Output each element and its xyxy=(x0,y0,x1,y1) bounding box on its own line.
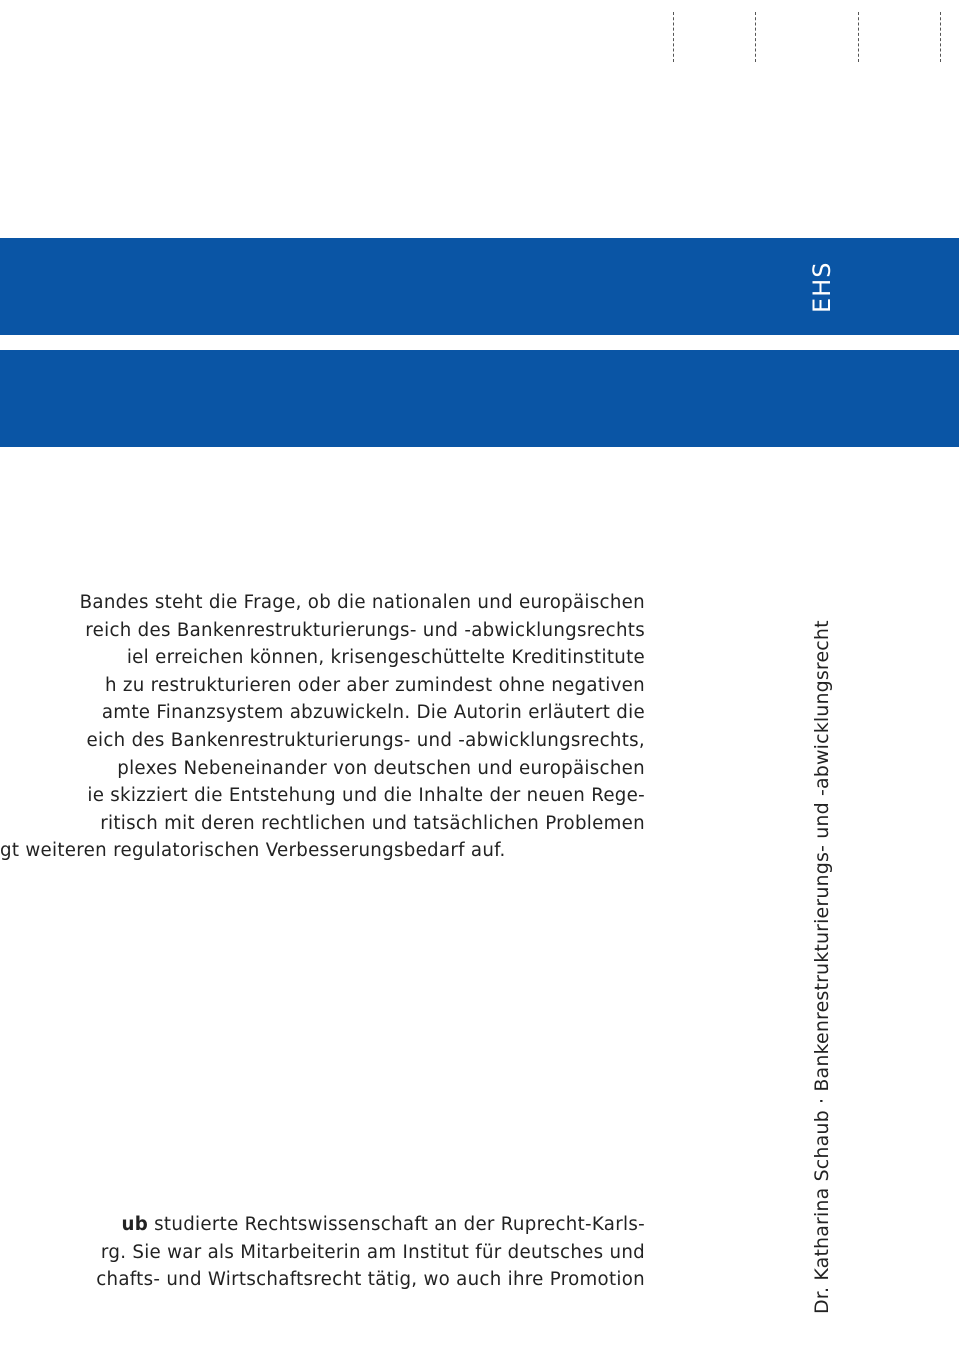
description-line: iel erreichen können, krisengeschüttelte Kreditinstitute xyxy=(126,647,645,669)
description-line: ritisch mit deren rechtlichen und tatsächlichen Problemen xyxy=(100,812,645,834)
spine-title: Dr. Katharina Schaub · Bankenrestrukturierungs- und -abwicklungsrecht xyxy=(811,620,833,1314)
bio-line: rg. Sie war als Mitarbeiterin am Institut für deutsches und xyxy=(100,1241,645,1263)
crop-mark-2 xyxy=(755,12,756,62)
author-bio xyxy=(0,1211,645,1294)
description-line: ie skizziert die Entstehung und die Inhalte der neuen Rege- xyxy=(87,785,645,807)
bio-line: chafts- und Wirtschaftsrecht tätig, wo auch ihre Promotion xyxy=(96,1269,645,1291)
description-line: reich des Bankenrestrukturierungs- und -abwicklungsrechts xyxy=(85,619,645,641)
bio-line xyxy=(0,1211,645,1239)
description-line: eich des Bankenrestrukturierungs- und -abwicklungsrechts, xyxy=(86,729,645,751)
crop-mark-3 xyxy=(858,12,859,62)
crop-mark-4 xyxy=(940,12,941,62)
description-line: h zu restrukturieren oder aber zumindest ohne negativen xyxy=(104,674,645,696)
description-line: gt weiteren regulatorischen Verbesserungsbedarf auf. xyxy=(0,840,506,862)
blue-band-bottom xyxy=(0,350,959,447)
crop-mark-1 xyxy=(673,12,674,62)
series-code: EHS xyxy=(808,261,836,313)
book-description xyxy=(0,589,645,865)
description-line: Bandes steht die Frage, ob die nationalen und europäischen xyxy=(79,592,645,613)
bio-line1-text: studierte Rechtswissenschaft an der Ruprecht-Karls- xyxy=(148,1214,645,1235)
description-line: amte Finanzsystem abzuwickeln. Die Autorin erläutert die xyxy=(101,702,645,724)
author-name-fragment: ub xyxy=(121,1214,149,1235)
description-line: plexes Nebeneinander von deutschen und europäischen xyxy=(117,757,645,779)
